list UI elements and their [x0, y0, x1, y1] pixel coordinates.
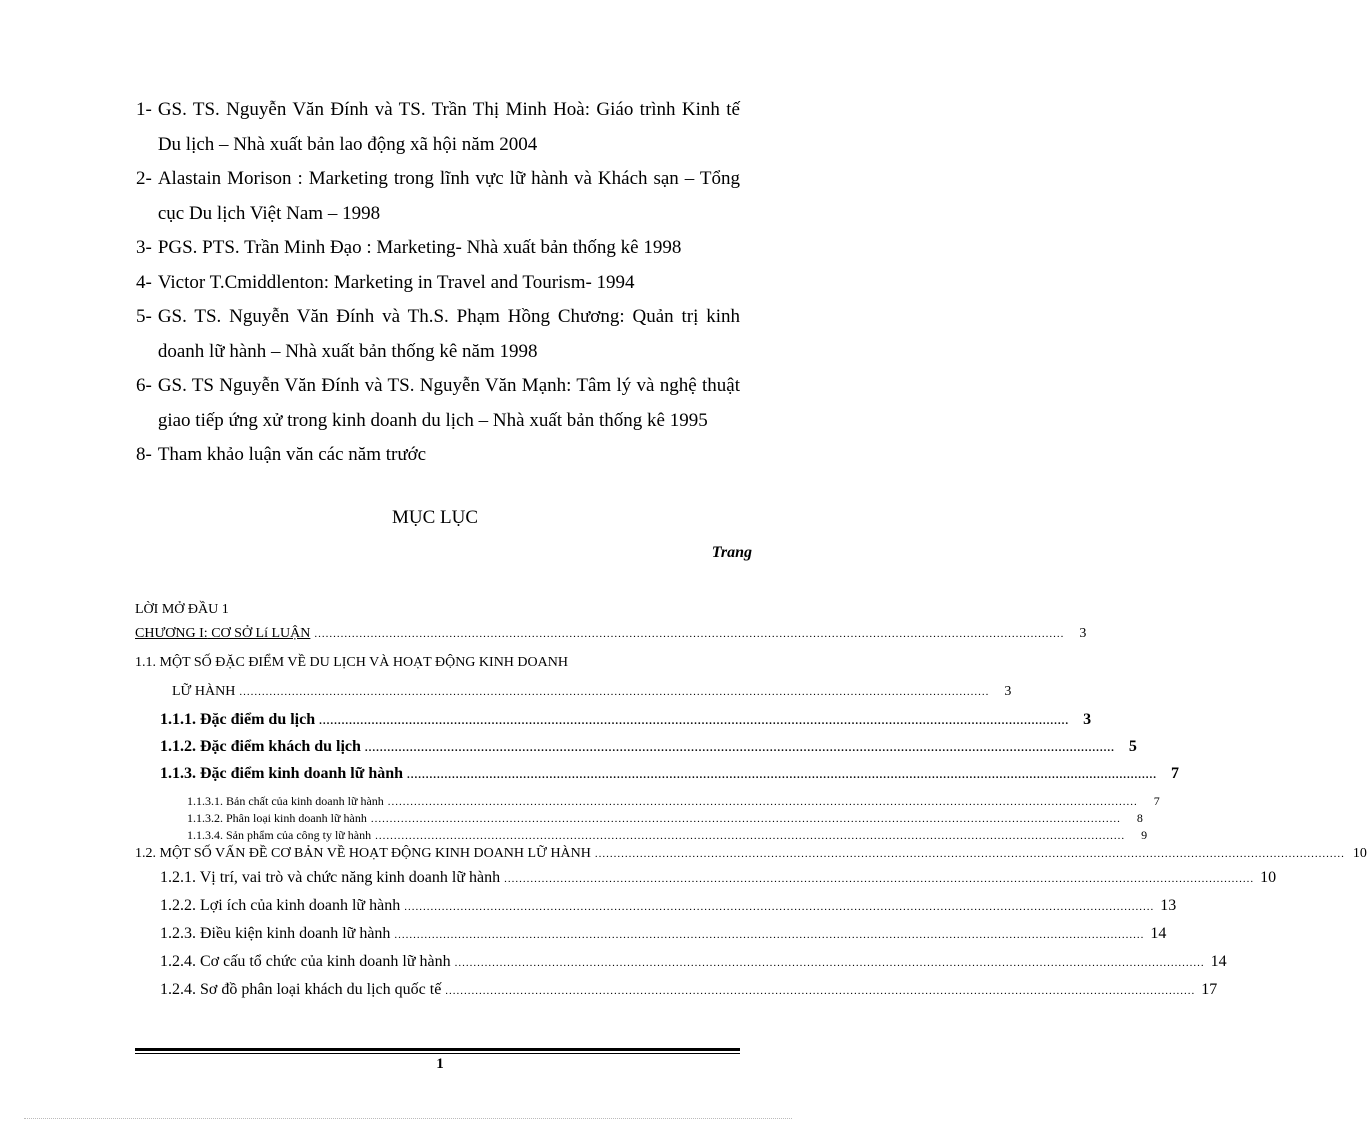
- toc-entry-page: 8: [1136, 811, 1143, 825]
- toc-entry-label: 1.1.3. Đặc điểm kinh doanh lữ hành: [160, 765, 404, 782]
- toc-entry-1-1-3-4[interactable]: [135, 827, 1148, 844]
- leader-dots: ........................................................................................................................................................................................................: [454, 957, 1205, 969]
- toc-entry-label: 1.1.3.1. Bản chất của kinh doanh lữ hành: [187, 794, 384, 808]
- leader-dots: ........................................................................................................................................................................................................: [370, 813, 1121, 825]
- toc-entry-chapter-1[interactable]: [135, 619, 1087, 648]
- footer-rule-thick: [135, 1048, 740, 1051]
- toc-entry-label: 1.2.4. Sơ đồ phân loại khách du lịch quốc tế: [160, 981, 442, 998]
- leader-dots: ........................................................................................................................................................................................................: [407, 769, 1158, 781]
- leader-dots: ........................................................................................................................................................................................................: [445, 985, 1196, 997]
- leader-dots: ........................................................................................................................................................................................................: [314, 628, 1065, 640]
- chapter-title: CƠ SỞ Lí LUẬN: [207, 626, 311, 641]
- toc-entry-1-1-3-2[interactable]: [135, 810, 1143, 827]
- table-of-contents: [135, 601, 1367, 1004]
- toc-entry-page: 13: [1160, 897, 1177, 914]
- toc-entry-1-1-2[interactable]: [135, 733, 1137, 760]
- page-bottom-border: [24, 1118, 792, 1119]
- reference-text: GS. TS Nguyễn Văn Đính và TS. Nguyễn Văn Mạnh: Tâm lý và nghệ thuật giao tiếp ứng xử trong kinh doanh du lịch – Nhà xuất bản thống kê 1995: [157, 375, 740, 431]
- toc-entry-label: 1.2. MỘT SỐ VẤN ĐỀ CƠ BẢN VỀ HOẠT ĐỘNG KINH DOANH LỮ HÀNH: [135, 846, 591, 861]
- toc-entry-1-1-1[interactable]: [135, 706, 1092, 733]
- toc-entry-1-1-3[interactable]: [135, 760, 1180, 787]
- reference-item: [136, 300, 740, 369]
- toc-entry-1-2-2[interactable]: [135, 892, 1177, 920]
- toc-entry-label: 1.1.3.2. Phân loại kinh doanh lữ hành: [187, 811, 367, 825]
- toc-entry-1-2-4-b[interactable]: [135, 976, 1218, 1004]
- toc-entry-page: 3: [1083, 711, 1092, 728]
- reference-item: [136, 266, 740, 301]
- toc-entry-page: 3: [1004, 684, 1012, 699]
- reference-text: Alastain Morison : Marketing trong lĩnh vực lữ hành và Khách sạn – Tổng cục Du lịch Việt Nam – 1998: [157, 168, 740, 224]
- toc-entry-page: 10: [1352, 846, 1367, 861]
- footer-rule-thin: [135, 1053, 740, 1054]
- toc-title: MỤC LỤC: [391, 507, 479, 528]
- toc-entry-page: 14: [1150, 925, 1167, 942]
- reference-item: [136, 438, 740, 473]
- reference-text: PGS. PTS. Trần Minh Đạo : Marketing- Nhà xuất bản thống kê 1998: [157, 237, 682, 258]
- reference-number: 1-: [136, 99, 152, 120]
- reference-item: [136, 369, 740, 438]
- toc-entry-1-1-3-1[interactable]: [135, 793, 1160, 810]
- toc-entry-label: 1.2.4. Cơ cấu tổ chức của kinh doanh lữ hành: [160, 953, 451, 970]
- footer-rule: [135, 1048, 740, 1054]
- toc-entry-page: 3: [1079, 626, 1087, 641]
- toc-entry-page: 10: [1260, 869, 1277, 886]
- reference-number: 6-: [136, 375, 152, 396]
- toc-entry-page: 7: [1171, 765, 1180, 782]
- page-number: 1: [436, 1056, 444, 1072]
- toc-entry-label: [135, 619, 310, 648]
- toc-entry-label: 1.2.1. Vị trí, vai trò và chức năng kinh doanh lữ hành: [160, 869, 501, 886]
- toc-entry-1-2-3[interactable]: [135, 920, 1167, 948]
- toc-entry-label: 1.1.3.4. Sản phẩm của công ty lữ hành: [187, 828, 372, 842]
- reference-item: [136, 93, 740, 162]
- toc-entry-page: 7: [1153, 794, 1160, 808]
- reference-number: 8-: [136, 444, 152, 465]
- reference-item: [136, 162, 740, 231]
- toc-entry-intro[interactable]: [135, 601, 740, 619]
- leader-dots: ........................................................................................................................................................................................................: [404, 901, 1155, 913]
- toc-entry-1-1[interactable]: [135, 648, 740, 677]
- leader-dots: ........................................................................................................................................................................................................: [364, 742, 1115, 754]
- leader-dots: ........................................................................................................................................................................................................: [594, 848, 1345, 860]
- toc-entry-1-1-continued[interactable]: [135, 677, 1012, 706]
- toc-entry-page: 14: [1210, 953, 1227, 970]
- leader-dots: ........................................................................................................................................................................................................: [319, 715, 1070, 727]
- leader-dots: ........................................................................................................................................................................................................: [375, 830, 1126, 842]
- toc-entry-label: 1.1.2. Đặc điểm khách du lịch: [160, 738, 361, 755]
- toc-entry-label: 1.1. MỘT SỐ ĐẶC ĐIỂM VỀ DU LỊCH VÀ HOẠT ĐỘNG KINH DOANH: [135, 655, 568, 670]
- toc-entry-label: LỮ HÀNH: [172, 684, 236, 699]
- references-list: [136, 93, 740, 473]
- reference-text: Victor T.Cmiddlenton: Marketing in Travel and Tourism- 1994: [157, 271, 635, 293]
- reference-number: 2-: [136, 168, 152, 189]
- leader-dots: ........................................................................................................................................................................................................: [387, 796, 1138, 808]
- reference-number: 3-: [136, 237, 152, 258]
- chapter-label: CHƯƠNG I:: [135, 626, 208, 641]
- toc-entry-label: LỜI MỞ ĐẦU 1: [135, 602, 229, 617]
- toc-entry-1-2-4-a[interactable]: [135, 948, 1227, 976]
- toc-entry-label: 1.1.1. Đặc điểm du lịch: [160, 711, 316, 728]
- toc-entry-1-2[interactable]: [135, 844, 1367, 864]
- reference-number: 5-: [136, 306, 152, 327]
- toc-entry-1-2-1[interactable]: [135, 864, 1277, 892]
- toc-entry-label: 1.2.2. Lợi ích của kinh doanh lữ hành: [160, 897, 401, 914]
- leader-dots: ........................................................................................................................................................................................................: [504, 873, 1255, 885]
- reference-text: GS. TS. Nguyễn Văn Đính và Th.S. Phạm Hồng Chương: Quản trị kinh doanh lữ hành – Nhà xuất bản thống kê năm 1998: [157, 306, 740, 362]
- toc-page-header: Trang: [711, 544, 752, 561]
- leader-dots: ........................................................................................................................................................................................................: [239, 686, 990, 698]
- reference-text: GS. TS. Nguyễn Văn Đính và TS. Trần Thị Minh Hoà: Giáo trình Kinh tế Du lịch – Nhà xuất bản lao động xã hội năm 2004: [157, 99, 740, 155]
- reference-text: Tham khảo luận văn các năm trước: [157, 444, 427, 465]
- leader-dots: ........................................................................................................................................................................................................: [394, 929, 1145, 941]
- toc-entry-page: 17: [1201, 981, 1218, 998]
- toc-entry-label: 1.2.3. Điều kiện kinh doanh lữ hành: [160, 925, 391, 942]
- toc-entry-page: 9: [1141, 828, 1148, 842]
- reference-item: [136, 231, 740, 266]
- reference-number: 4-: [136, 271, 152, 293]
- toc-entry-page: 5: [1128, 738, 1137, 755]
